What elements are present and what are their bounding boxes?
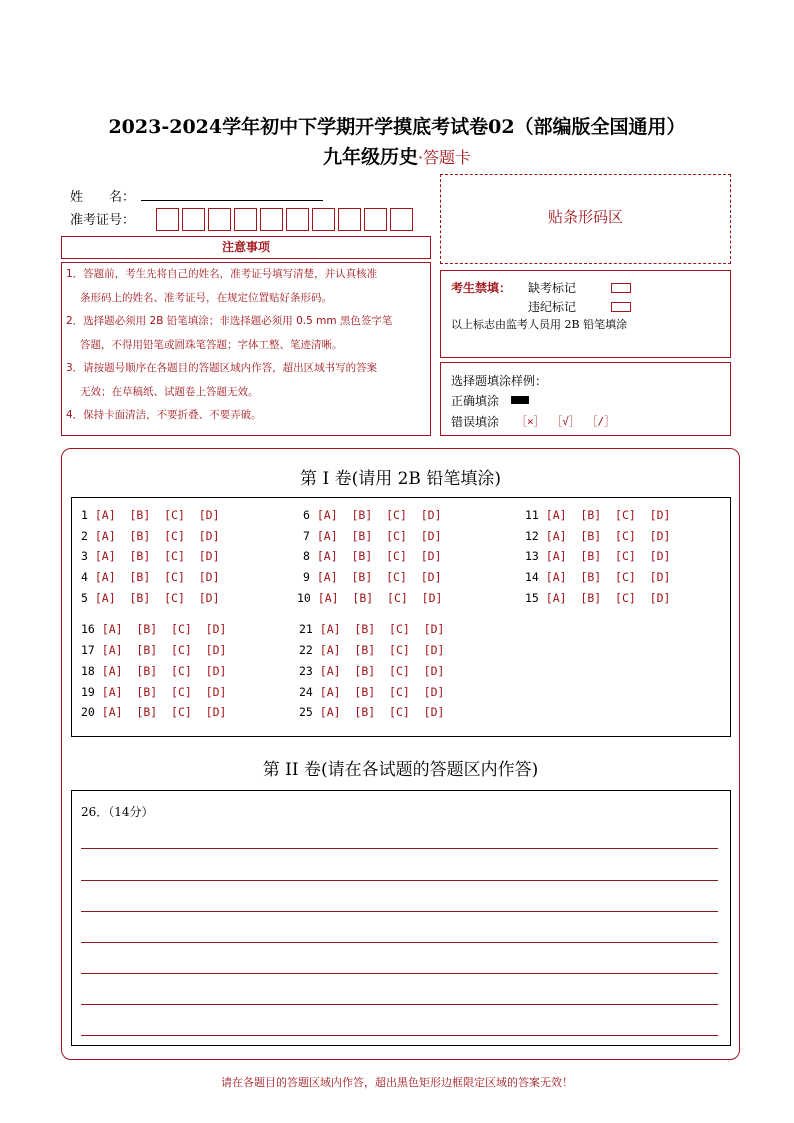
id-digit-box[interactable]: [234, 208, 257, 231]
wrong-fill-label: 错误填涂: [451, 415, 500, 429]
barcode-area: [440, 174, 731, 264]
exam-id-boxes[interactable]: [156, 208, 426, 231]
proctor-note: 以上标志由监考人员用 2B 铅笔填涂: [451, 318, 628, 331]
answer-line[interactable]: [81, 973, 718, 974]
notice-box: [61, 262, 431, 436]
exam-subtitle: [0, 142, 794, 169]
forbidden-label: 考生禁填：: [451, 281, 512, 295]
notice-item: 条形码上的姓名、准考证号，在规定位置贴好条形码。: [80, 291, 332, 304]
notice-item: 4．保持卡面清洁，不要折叠、不要弄破。: [66, 409, 262, 421]
answer-line[interactable]: [81, 911, 718, 912]
subject-title: 九年级历史: [322, 146, 418, 168]
footer-warning: 请在各题目的答题区域内作答，超出黑色矩形边框限定区域的答案无效！: [221, 1076, 573, 1089]
mc-question[interactable]: 4 [A] [B] [C] [D]: [81, 570, 220, 584]
exam-id-label: 准考证号：: [70, 213, 136, 228]
mc-question[interactable]: 7 [A] [B] [C] [D]: [303, 529, 442, 543]
correct-fill-label: 正确填涂: [451, 394, 500, 408]
notice-item: 1．答题前，考生先将自己的姓名，准考证号填写清楚，并认真核准: [66, 268, 378, 280]
wrong-fill-samples: ［×］ ［√］ ［/］: [516, 415, 616, 428]
answer-line[interactable]: [81, 880, 718, 881]
id-digit-box[interactable]: [260, 208, 283, 231]
fill-example-title: 选择题填涂样例：: [451, 374, 548, 388]
mc-question[interactable]: 11 [A] [B] [C] [D]: [525, 508, 671, 522]
mc-question[interactable]: 8 [A] [B] [C] [D]: [303, 549, 442, 563]
answer-card-label: ·答题卡: [417, 148, 472, 167]
id-digit-box[interactable]: [312, 208, 335, 231]
id-digit-box[interactable]: [182, 208, 205, 231]
id-digit-box[interactable]: [364, 208, 387, 231]
id-digit-box[interactable]: [156, 208, 179, 231]
absent-mark-label: 缺考标记: [528, 281, 577, 295]
violation-mark-label: 违纪标记: [528, 300, 577, 314]
mc-question[interactable]: 25 [A] [B] [C] [D]: [299, 705, 445, 719]
mc-question[interactable]: 6 [A] [B] [C] [D]: [303, 508, 442, 522]
id-digit-box[interactable]: [338, 208, 361, 231]
notice-item: 3．请按题号顺序在各题目的答题区域内作答，超出区域书写的答案: [66, 362, 378, 374]
mc-question[interactable]: 5 [A] [B] [C] [D]: [81, 591, 220, 605]
mc-question[interactable]: 17 [A] [B] [C] [D]: [81, 643, 227, 657]
mc-question[interactable]: 12 [A] [B] [C] [D]: [525, 529, 671, 543]
mc-question[interactable]: 18 [A] [B] [C] [D]: [81, 664, 227, 678]
mc-question[interactable]: 14 [A] [B] [C] [D]: [525, 570, 671, 584]
name-field[interactable]: [141, 200, 323, 201]
mc-question[interactable]: 20 [A] [B] [C] [D]: [81, 705, 227, 719]
id-digit-box[interactable]: [286, 208, 309, 231]
mc-question[interactable]: 22 [A] [B] [C] [D]: [299, 643, 445, 657]
name-label: 姓 名：: [70, 190, 136, 205]
notice-item: 答题，不得用铅笔或圆珠笔答题；字体工整、笔迹清晰。: [80, 338, 343, 351]
notice-title: 注意事项: [221, 240, 270, 254]
mc-question[interactable]: 2 [A] [B] [C] [D]: [81, 529, 220, 543]
section2-title: 第 II 卷(请在各试题的答题区内作答): [262, 760, 539, 780]
mc-question[interactable]: 21 [A] [B] [C] [D]: [299, 622, 445, 636]
correct-fill-sample: [511, 396, 529, 404]
violation-mark-box[interactable]: [611, 302, 631, 312]
mc-question[interactable]: 13 [A] [B] [C] [D]: [525, 549, 671, 563]
notice-item: 无效；在草稿纸、试题卷上答题无效。: [80, 385, 259, 398]
id-digit-box[interactable]: [390, 208, 413, 231]
mc-question[interactable]: 9 [A] [B] [C] [D]: [303, 570, 442, 584]
answer-line[interactable]: [81, 848, 718, 849]
mc-question[interactable]: 10 [A] [B] [C] [D]: [297, 591, 443, 605]
answer-line[interactable]: [81, 1035, 718, 1036]
absent-mark-box[interactable]: [611, 283, 631, 293]
mc-question[interactable]: 19 [A] [B] [C] [D]: [81, 685, 227, 699]
id-digit-box[interactable]: [208, 208, 231, 231]
barcode-label: 贴条形码区: [547, 208, 623, 226]
mc-question[interactable]: 24 [A] [B] [C] [D]: [299, 685, 445, 699]
notice-header: [61, 236, 431, 259]
section1-title: 第 I 卷(请用 2B 铅笔填涂): [300, 469, 501, 489]
question-26-label: 26．（14分）: [81, 805, 154, 819]
mc-question[interactable]: 3 [A] [B] [C] [D]: [81, 549, 220, 563]
answer-line[interactable]: [81, 1004, 718, 1005]
mc-question[interactable]: 1 [A] [B] [C] [D]: [81, 508, 220, 522]
answer-area-26[interactable]: [71, 790, 731, 1046]
notice-item: 2．选择题必须用 2B 铅笔填涂；非选择题必须用 0.5 mm 黑色签字笔: [66, 315, 393, 327]
mc-question[interactable]: 23 [A] [B] [C] [D]: [299, 664, 445, 678]
exam-title: 2023-2024学年初中下学期开学摸底考试卷02（部编版全国通用）: [108, 116, 686, 138]
proctor-box: [440, 270, 731, 358]
fill-example-box: [440, 362, 731, 436]
answer-line[interactable]: [81, 942, 718, 943]
mc-question[interactable]: 15 [A] [B] [C] [D]: [525, 591, 671, 605]
mc-question[interactable]: 16 [A] [B] [C] [D]: [81, 622, 227, 636]
